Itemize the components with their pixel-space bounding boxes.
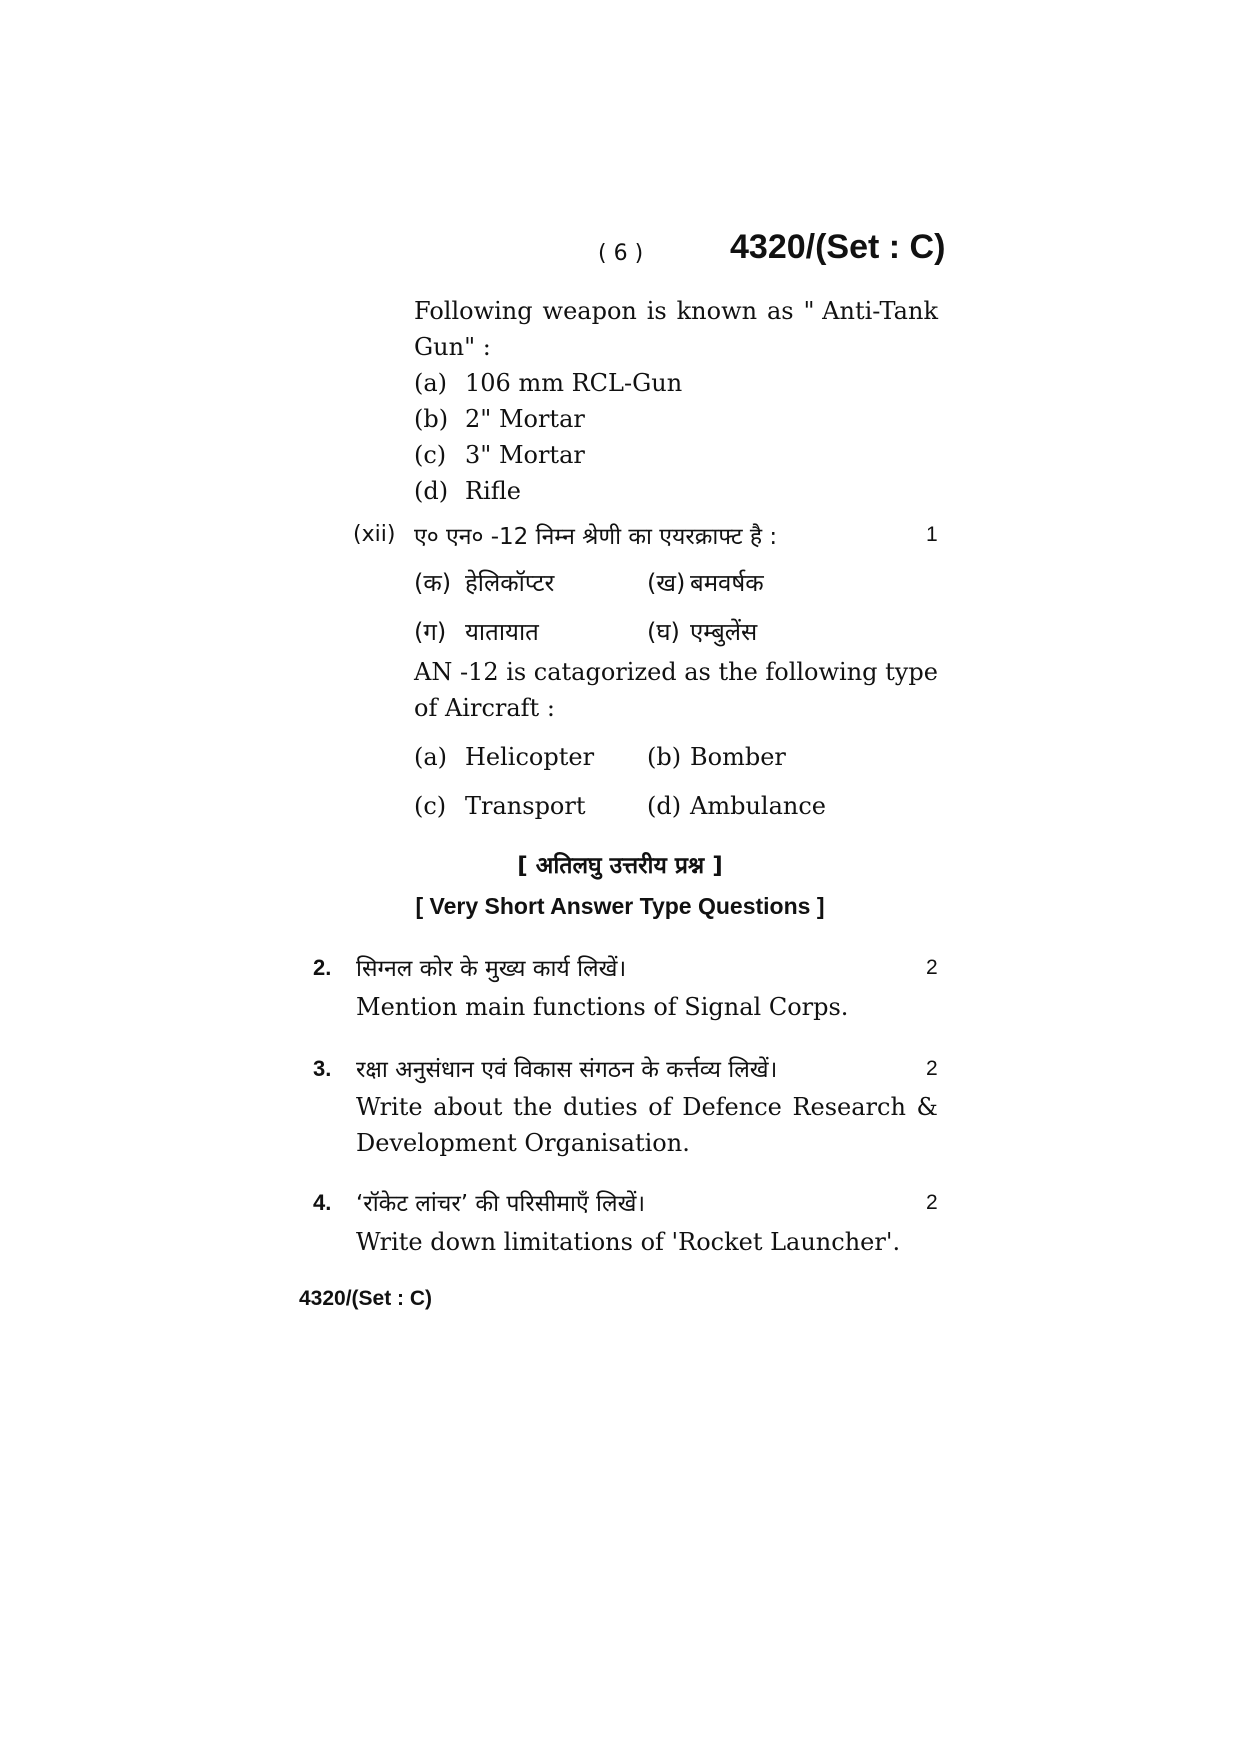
word: duties xyxy=(562,1093,638,1121)
question-english: Write down limitations of 'Rocket Launcher'. xyxy=(356,1228,901,1256)
word: about xyxy=(433,1093,503,1121)
word: catagorized xyxy=(533,658,677,686)
option-text: यातायात xyxy=(465,618,539,646)
question-number: 4. xyxy=(313,1190,332,1215)
word: known xyxy=(676,297,758,325)
option-label: (b) xyxy=(414,405,449,433)
question-hindi: रक्षा अनुसंधान एवं विकास संगठन के कर्त्तव्य लिखें। xyxy=(356,1057,778,1083)
q12-hindi-stem: ए० एन० -12 निम्न श्रेणी का एयरक्राफ्ट है : xyxy=(414,524,778,550)
question-hindi: सिग्नल कोर के मुख्य कार्य लिखें। xyxy=(356,956,627,982)
option-text: 3" Mortar xyxy=(465,441,585,469)
option-text: हेलिकॉप्टर xyxy=(465,569,555,597)
word: Defence xyxy=(682,1093,782,1121)
question-english-line1 xyxy=(356,1093,938,1121)
marks: 1 xyxy=(926,523,938,546)
option-label: (घ) xyxy=(647,618,680,646)
word: " Anti-Tank xyxy=(803,297,938,325)
option-text: Bomber xyxy=(690,743,786,771)
option-label: (a) xyxy=(414,743,448,771)
option-label: (c) xyxy=(414,792,447,820)
option-text: Helicopter xyxy=(465,743,595,771)
option-text: Rifle xyxy=(465,477,521,505)
q11-stem-line1 xyxy=(414,297,938,325)
paper-code-header: 4320/(Set : C) xyxy=(730,228,946,266)
word: AN xyxy=(414,658,453,686)
option-text: Transport xyxy=(465,792,586,820)
marks: 2 xyxy=(926,1191,938,1214)
page-number: ( 6 ) xyxy=(598,241,644,266)
option-label: (ख) xyxy=(647,569,686,597)
section-title-english xyxy=(0,893,1240,920)
question-english-line2: Development Organisation. xyxy=(356,1129,690,1157)
word: Write xyxy=(356,1093,423,1121)
paper-code-footer: 4320/(Set : C) xyxy=(299,1287,433,1310)
option-label: (b) xyxy=(647,743,682,771)
option-label: (क) xyxy=(414,569,452,597)
word: of xyxy=(648,1093,672,1121)
option-label: (a) xyxy=(414,369,448,397)
option-label: (c) xyxy=(414,441,447,469)
question-english: Mention main functions of Signal Corps. xyxy=(356,993,849,1021)
word: Research xyxy=(792,1093,906,1121)
question-number: 3. xyxy=(313,1056,332,1081)
q12-english-line2: of Aircraft : xyxy=(414,694,555,722)
word: as xyxy=(766,297,794,325)
word: following xyxy=(765,658,878,686)
section-title-hindi xyxy=(0,848,1240,880)
word: type xyxy=(885,658,938,686)
question-number: 2. xyxy=(313,955,332,980)
word: weapon xyxy=(542,297,637,325)
marks: 2 xyxy=(926,1057,938,1080)
option-label: (ग) xyxy=(414,618,447,646)
word: & xyxy=(916,1093,938,1121)
word: the xyxy=(513,1093,553,1121)
option-text: एम्बुलेंस xyxy=(690,618,758,646)
q11-stem-line2: Gun" : xyxy=(414,333,491,361)
option-label: (d) xyxy=(647,792,682,820)
section-title-hindi-text: [ अतिलघु उत्तरीय प्रश्न ] xyxy=(517,853,723,879)
option-text: बमवर्षक xyxy=(690,569,764,597)
question-number: (xii) xyxy=(353,522,396,547)
option-label: (d) xyxy=(414,477,449,505)
option-text: 2" Mortar xyxy=(465,405,585,433)
word: as xyxy=(684,658,711,686)
q12-english-line1 xyxy=(414,658,938,686)
word: -12 xyxy=(459,658,499,686)
word: is xyxy=(506,658,527,686)
marks: 2 xyxy=(926,956,938,979)
question-hindi: ‘रॉकेट लांचर’ की परिसीमाएँ लिखें। xyxy=(356,1191,646,1217)
word: Following xyxy=(414,297,533,325)
option-text: 106 mm RCL-Gun xyxy=(465,369,683,397)
option-text: Ambulance xyxy=(690,792,826,820)
word: is xyxy=(646,297,667,325)
word: the xyxy=(718,658,758,686)
section-title-english-text: [ Very Short Answer Type Questions ] xyxy=(415,893,825,919)
